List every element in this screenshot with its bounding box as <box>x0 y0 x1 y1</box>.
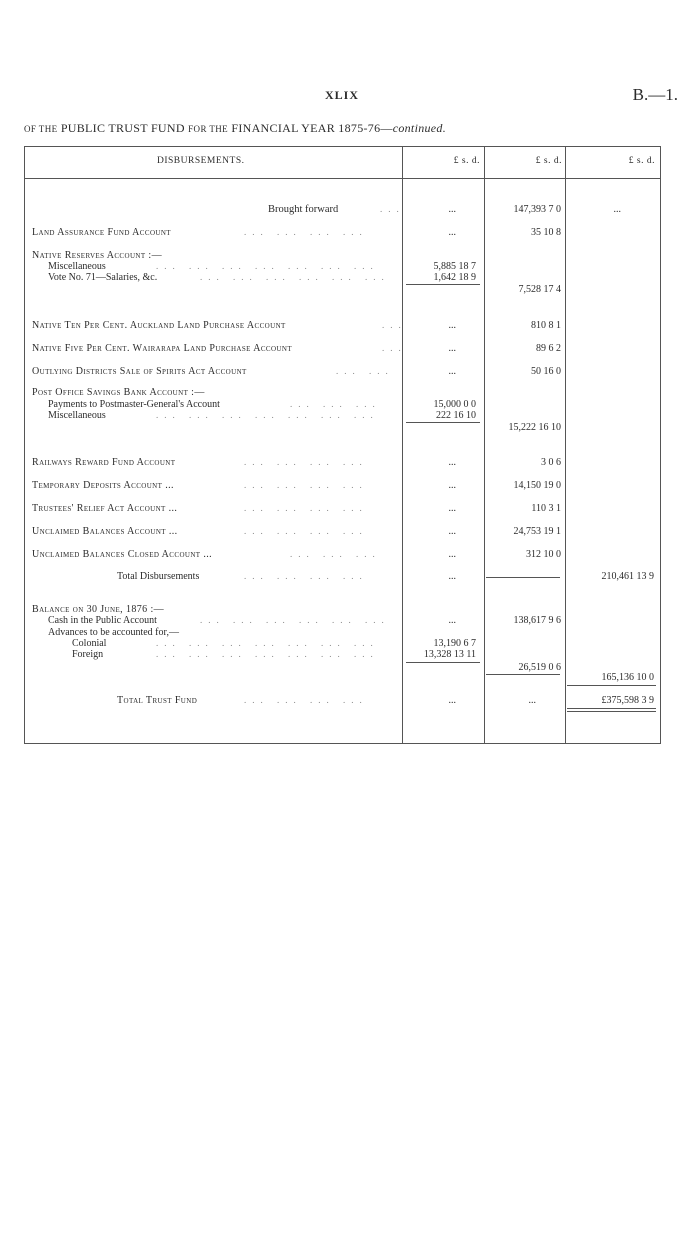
outlying-label: Outlying Districts Sale of Spirits Act Account <box>32 366 247 377</box>
po-misc-c1: 222 16 10 <box>436 410 476 421</box>
brought-forward-c1: ... <box>448 204 456 215</box>
total-trust-label: Total Trust Fund <box>117 695 198 706</box>
unclaimed-closed-c1: ... <box>448 549 456 560</box>
native-ten-label: Native Ten Per Cent. Auckland Land Purchase Account <box>32 320 286 331</box>
col1-divider <box>402 146 403 744</box>
trustees-label: Trustees' Relief Act Account ... <box>32 503 178 514</box>
cash-c2: 138,617 9 6 <box>513 615 561 626</box>
po-misc-label: Miscellaneous <box>48 410 106 421</box>
brought-forward-c2: 147,393 7 0 <box>513 204 561 215</box>
cash-label: Cash in the Public Account <box>48 615 157 626</box>
native-five-label: Native Five Per Cent. Wairarapa Land Purchase Account <box>32 343 293 354</box>
railways-label: Railways Reward Fund Account <box>32 457 176 468</box>
unclaimed-label: Unclaimed Balances Account ... <box>32 526 178 537</box>
total-disbursements-c3: 210,461 13 9 <box>601 571 654 582</box>
advances-label: Advances to be accounted for,— <box>48 627 179 638</box>
trustees-c2: 110 3 1 <box>531 503 561 514</box>
native-ten-c1: ... <box>448 320 456 331</box>
header-col2: £ s. d. <box>535 156 562 166</box>
po-misc-c2: 15,222 16 10 <box>508 422 561 433</box>
total-disbursements-c1: ... <box>448 571 456 582</box>
colonial-label: Colonial <box>72 638 107 649</box>
unclaimed-c2: 24,753 19 1 <box>513 526 561 537</box>
land-assurance-c1: ... <box>448 227 456 238</box>
nr-vote-label: Vote No. 71—Salaries, &c. <box>48 272 158 283</box>
cash-c1: ... <box>448 615 456 626</box>
header-col1: £ s. d. <box>453 156 480 166</box>
native-five-c2: 89 6 2 <box>536 343 561 354</box>
po-payments-c1: 15,000 0 0 <box>433 399 476 410</box>
disbursements-table: DISBURSEMENTS. £ s. d. £ s. d. £ s. d. Brought forward ... ... 147,393 7 0 ... Land Assurance Fund Account ... ... ... ... ... 35 10 8 Native Reserves Account :— Miscellaneous ... ... ... ... ... ... ... 5,885 18 7 Vote No. 71—Salaries, &c. ... ... ... ... ... ... 1,642 18 9 7,528 17 4 Native Ten Per Cent. Auckland Land Purchase Account ... ... 810 8 1 Native Five Per Cent. Wairarapa Land Purchase Account ... ... 89 6 2 Outlying Districts Sale of Spirits Act Account ... ... ... 50 16 0 Post Office Savings Bank Account :— Payments to Postmaster-General's Account ... ... ... 15,000 0 0 Miscellaneous ... ... ... ... ... ... ... 222 16 10 15,222 16 10 Railways Reward Fund Account ... ... ... ... ... 3 0 6 Temporary Deposits Account ... ... ... ... ... ... 14,150 19 0 Trustees' Relief Act Account ... ... ... ... ... ... 110 3 1 Unclaimed Balances Account ... ... ... ... ... ... 24,753 19 1 Unclaimed Balances Closed Account ... ... ... ... ... 312 10 0 Total Disbursements ... ... ... ... ... 210,461 13 9 Balance on 30 June, 1876 :— Cash in the Public Account ... ... ... ... ... ... ... 138,617 9 6 Advances to be accounted for,— Colonial ... ... ... ... ... ... ... 13,190 6 7 Foreign ... ... ... ... ... ... ... 13,328 13 11 26,519 0 6 165,136 10 0 Total Trust Fund ... ... ... ... ... ... £375,598 3 9 <box>24 146 661 744</box>
outlying-c2: 50 16 0 <box>531 366 561 377</box>
document-reference: B.—1. <box>632 85 678 104</box>
brought-forward-label: Brought forward <box>268 204 339 215</box>
outlying-c1: ... <box>448 366 456 377</box>
native-five-c1: ... <box>448 343 456 354</box>
page-title <box>24 121 446 136</box>
total-trust-c3: £375,598 3 9 <box>601 695 654 706</box>
land-assurance-c2: 35 10 8 <box>531 227 561 238</box>
nr-vote-c2: 7,528 17 4 <box>518 284 561 295</box>
railways-c2: 3 0 6 <box>541 457 561 468</box>
nr-misc-c1: 5,885 18 7 <box>433 261 476 272</box>
unclaimed-closed-label: Unclaimed Balances Closed Account ... <box>32 549 213 560</box>
foreign-label: Foreign <box>72 649 104 660</box>
foreign-c1: 13,328 13 11 <box>423 649 476 660</box>
title-for: FOR THE <box>188 124 229 134</box>
total-trust-c1: ... <box>448 695 456 706</box>
balance-label: Balance on 30 June, 1876 :— <box>32 604 165 615</box>
foreign-c2: 26,519 0 6 <box>518 662 561 673</box>
colonial-c1: 13,190 6 7 <box>433 638 476 649</box>
temporary-label: Temporary Deposits Account ... <box>32 480 174 491</box>
unclaimed-closed-c2: 312 10 0 <box>526 549 561 560</box>
temporary-c2: 14,150 19 0 <box>513 480 561 491</box>
post-office-label: Post Office Savings Bank Account :— <box>32 387 205 398</box>
nr-vote-c1: 1,642 18 9 <box>433 272 476 283</box>
header-col3: £ s. d. <box>628 156 655 166</box>
title-prefix: OF THE <box>24 124 58 134</box>
trustees-c1: ... <box>448 503 456 514</box>
po-payments-label: Payments to Postmaster-General's Account <box>48 399 220 410</box>
page-number: XLIX <box>325 88 360 102</box>
total-trust-c2: ... <box>528 695 536 706</box>
total-disbursements-label: Total Disbursements <box>117 571 200 582</box>
railways-c1: ... <box>448 457 456 468</box>
table-right-border <box>660 146 661 744</box>
land-assurance-label: Land Assurance Fund Account <box>32 227 171 238</box>
native-ten-c2: 810 8 1 <box>531 320 561 331</box>
title-year: FINANCIAL YEAR 1875-76— <box>231 121 393 135</box>
native-reserves-label: Native Reserves Account :— <box>32 250 163 261</box>
brought-forward-c3: ... <box>613 204 621 215</box>
col3-divider <box>565 146 566 744</box>
title-continued: continued. <box>392 121 447 135</box>
header-disbursements: DISBURSEMENTS. <box>157 156 245 166</box>
title-main: PUBLIC TRUST FUND <box>60 121 185 135</box>
nr-misc-label: Miscellaneous <box>48 261 106 272</box>
temporary-c1: ... <box>448 480 456 491</box>
table-left-border <box>24 146 25 744</box>
unclaimed-c1: ... <box>448 526 456 537</box>
foreign-c3: 165,136 10 0 <box>601 672 654 683</box>
